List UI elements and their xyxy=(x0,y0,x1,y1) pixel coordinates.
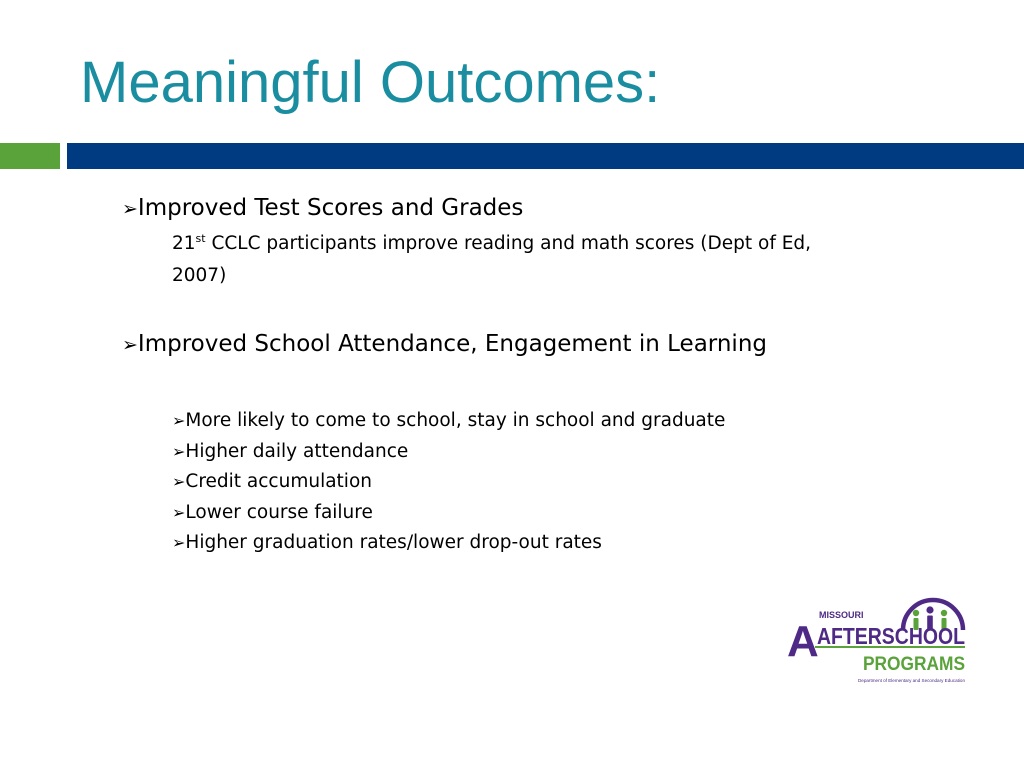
list-item: ➢Credit accumulation xyxy=(172,471,372,492)
list-item: ➢More likely to come to school, stay in school and graduate xyxy=(172,410,726,431)
header-bar-blue xyxy=(67,143,1024,169)
bullet-test-scores-detail xyxy=(172,228,862,292)
detail-text: CCLC participants improve reading and math scores (Dept of Ed, 2007) xyxy=(172,233,812,286)
list-item: ➢Lower course failure xyxy=(172,501,373,523)
bullet-test-scores-text: Improved Test Scores and Grades xyxy=(137,195,524,221)
arrow-bullet-icon: ➢ xyxy=(122,334,138,356)
arrow-bullet-icon: ➢ xyxy=(172,502,186,522)
list-item: ➢Higher graduation rates/lower drop-out rates xyxy=(172,532,602,553)
bullet-attendance xyxy=(122,326,862,364)
logo-big-a: A xyxy=(787,617,819,666)
attendance-sub-list xyxy=(172,406,862,559)
detail-ordinal-number: 21 xyxy=(172,233,196,254)
header-bar-green xyxy=(0,143,60,169)
arrow-bullet-icon: ➢ xyxy=(172,441,186,461)
person-head-2 xyxy=(926,606,933,613)
logo-state-text: MISSOURI xyxy=(819,610,864,620)
bullet-attendance-text: Improved School Attendance, Engagement in Learning xyxy=(137,331,767,357)
missouri-afterschool-logo xyxy=(785,598,970,690)
arrow-bullet-icon: ➢ xyxy=(172,533,186,552)
list-item: ➢Higher daily attendance xyxy=(172,440,409,462)
detail-ordinal-suffix: st xyxy=(195,231,206,245)
bullet-test-scores xyxy=(122,190,862,228)
arrow-bullet-icon: ➢ xyxy=(172,411,186,430)
arrow-bullet-icon: ➢ xyxy=(122,198,138,220)
logo-tagline-text: Department of Elementary and Secondary Education xyxy=(858,678,966,683)
slide-title: Meaningful Outcomes: xyxy=(80,50,661,115)
arrow-bullet-icon: ➢ xyxy=(172,472,186,491)
person-head-1 xyxy=(913,610,919,616)
person-head-3 xyxy=(941,610,947,616)
logo-line1-text: AFTERSCHOOL xyxy=(817,623,965,649)
logo-line2-text: PROGRAMS xyxy=(863,654,965,675)
slide-content xyxy=(122,190,862,559)
